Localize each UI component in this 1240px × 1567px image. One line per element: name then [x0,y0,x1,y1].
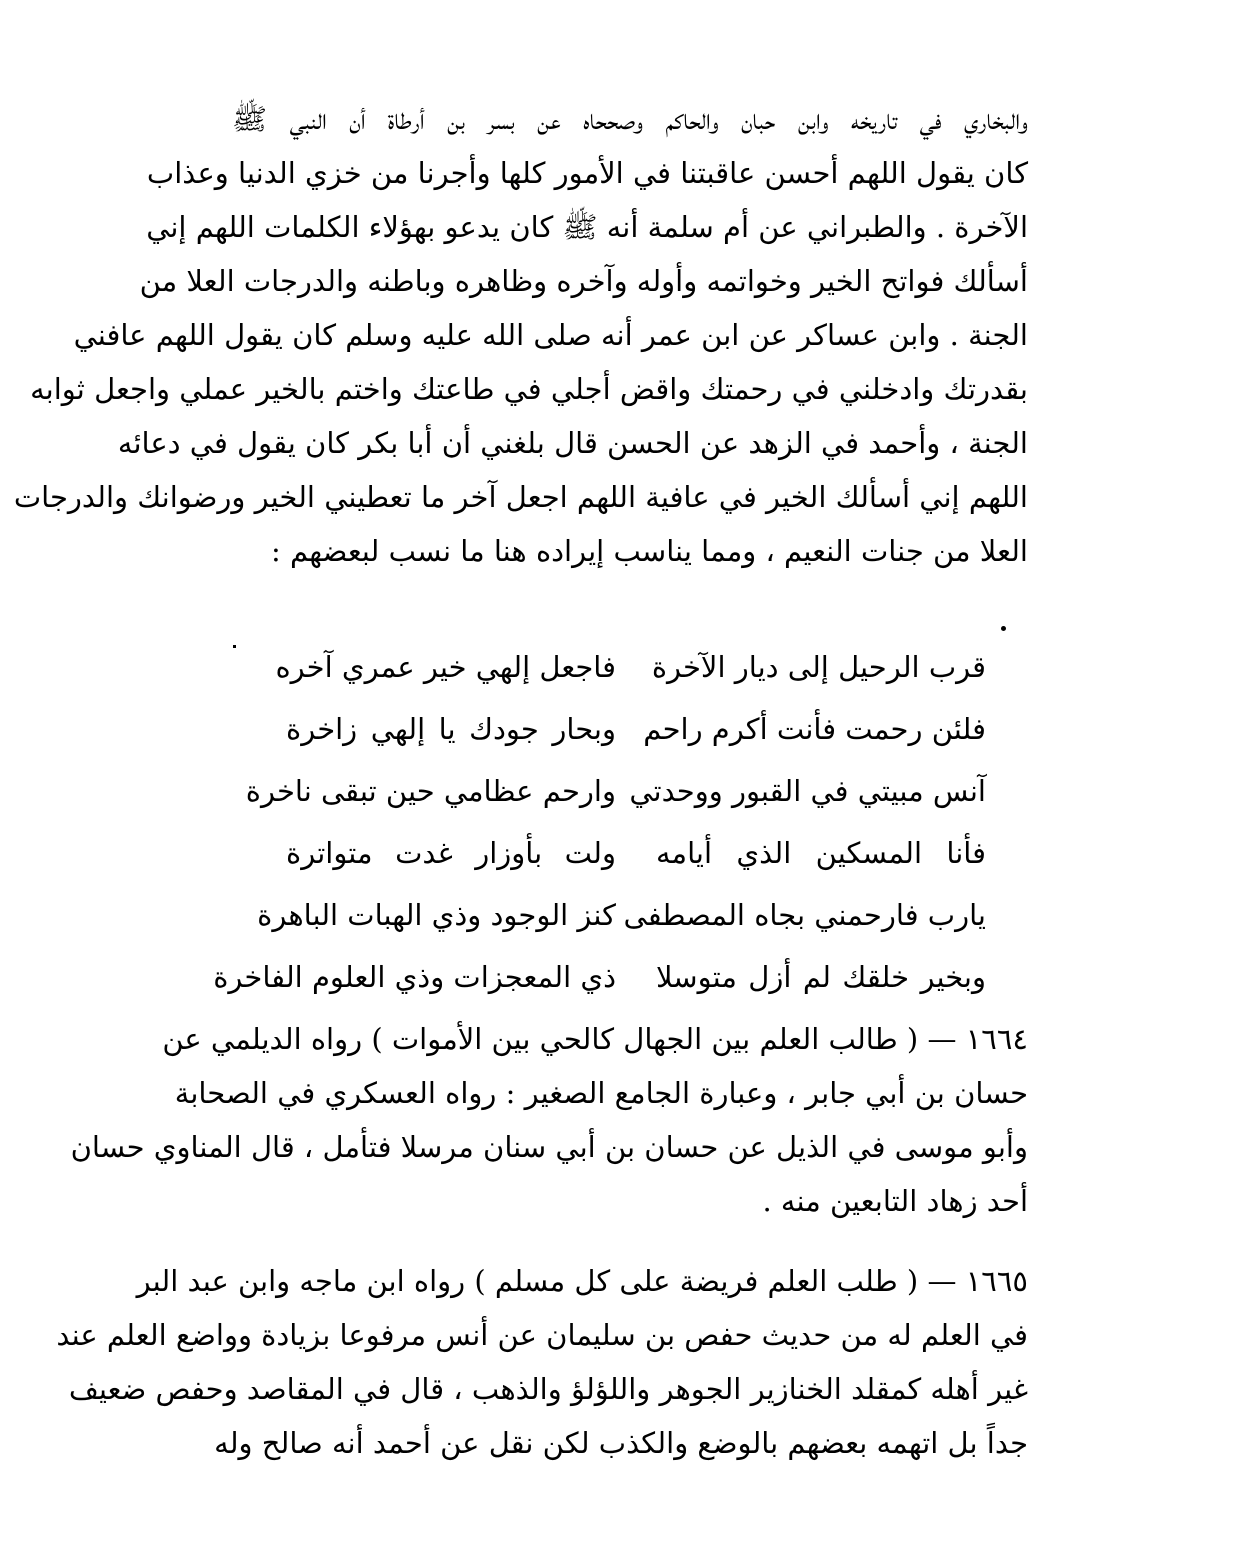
text-line: ١٦٦٤ — ( طالب العلم بين الجهال كالحي بين الأموات ) رواه الديلمي عن [162,1022,1028,1056]
entry-1664 [70,1012,1028,1228]
text-line: بقدرتك وادخلني في رحمتك واقض أجلي في طاعتك واختم بالخير عملي واجعل ثوابه [30,372,1028,406]
text-line: وأبو موسى في الذيل عن حسان بن أبي سنان مرسلا فتأمل ، قال المناوي حسان [70,1130,1028,1164]
verse-second-hemistich: وارحم عظامي حين تبقى ناخرة [245,774,616,808]
text-line: في العلم له من حديث حفص بن سليمان عن أنس مرفوعا بزيادة وواضع العلم عند [56,1318,1028,1352]
poem-verse [245,760,986,822]
verse-second-hemistich: فاجعل إلهي خير عمري آخره [275,650,616,684]
verse-first-hemistich: قرب الرحيل إلى ديار الآخرة [651,650,986,684]
print-dot [1001,626,1006,631]
text-line: جداً بل اتهمه بعضهم بالوضع والكذب لكن نقل عن أحمد أنه صالح وله [214,1426,1028,1460]
poem-verse [213,946,986,1008]
entry-1665 [56,1254,1028,1470]
poem-verse [286,698,986,760]
poem-verse [257,884,986,946]
verse-first-hemistich: فلئن رحمت فأنت أكرم راحم [643,712,986,746]
text-line: الآخرة . والطبراني عن أم سلمة أنه ﷺ كان يدعو بهؤلاء الكلمات اللهم إني [146,210,1028,244]
text-line: ١٦٦٥ — ( طلب العلم فريضة على كل مسلم ) رواه ابن ماجه وابن عبد البر [136,1264,1028,1298]
text-line: أحد زهاد التابعين منه . [762,1184,1028,1218]
verse-second-hemistich: ولت بأوزار غدت متواترة [286,836,616,870]
verse-second-hemistich: كنز الوجود وذي الهبات الباهرة [257,898,616,932]
verse-second-hemistich: ذي المعجزات وذي العلوم الفاخرة [213,960,616,994]
text-line: الجنة ، وأحمد في الزهد عن الحسن قال بلغني أن أبا بكر كان يقول في دعائه [117,426,1028,460]
text-line: غير أهله كمقلد الخنازير الجوهر واللؤلؤ والذهب ، قال في المقاصد وحفص ضعيف [68,1372,1028,1406]
text-line: كان يقول اللهم أحسن عاقبتنا في الأمور كلها وأجرنا من خزي الدنيا وعذاب [146,156,1028,190]
verse-first-hemistich: يارب فارحمني بجاه المصطفى [623,898,986,932]
verse-first-hemistich: آنس مبيتي في القبور ووحدتي [629,774,986,808]
text-line: حسان بن أبي جابر ، وعبارة الجامع الصغير : رواه العسكري في الصحابة [174,1076,1028,1110]
text-line: أسألك فواتح الخير وخواتمه وأوله وآخره وظاهره وباطنه والدرجات العلا من [139,264,1028,298]
poem-verse [275,636,986,698]
verse-first-hemistich: فأنا المسكين الذي أيامه [656,836,986,870]
poem [213,636,986,1008]
text-line: الجنة . وابن عساكر عن ابن عمر أنه صلى الله عليه وسلم كان يقول اللهم عافني [73,318,1028,352]
paragraph-hadith-duas [13,92,1028,578]
verse-second-hemistich: وبحار جودك يا إلهي زاخرة [286,712,616,746]
text-line: اللهم إني أسألك الخير في عافية اللهم اجعل آخر ما تعطيني الخير ورضوانك والدرجات [13,480,1028,514]
print-speck [233,645,236,648]
poem-verse [286,822,986,884]
text-line: العلا من جنات النعيم ، ومما يناسب إيراده هنا ما نسب لبعضهم : [271,534,1028,568]
verse-first-hemistich: وبخير خلقك لم أزل متوسلا [656,960,986,994]
text-line: والبخاري في تاريخه وابن حبان والحاكم وصححاه عن بسر بن أرطاة أن النبي ﷺ [232,102,1028,136]
